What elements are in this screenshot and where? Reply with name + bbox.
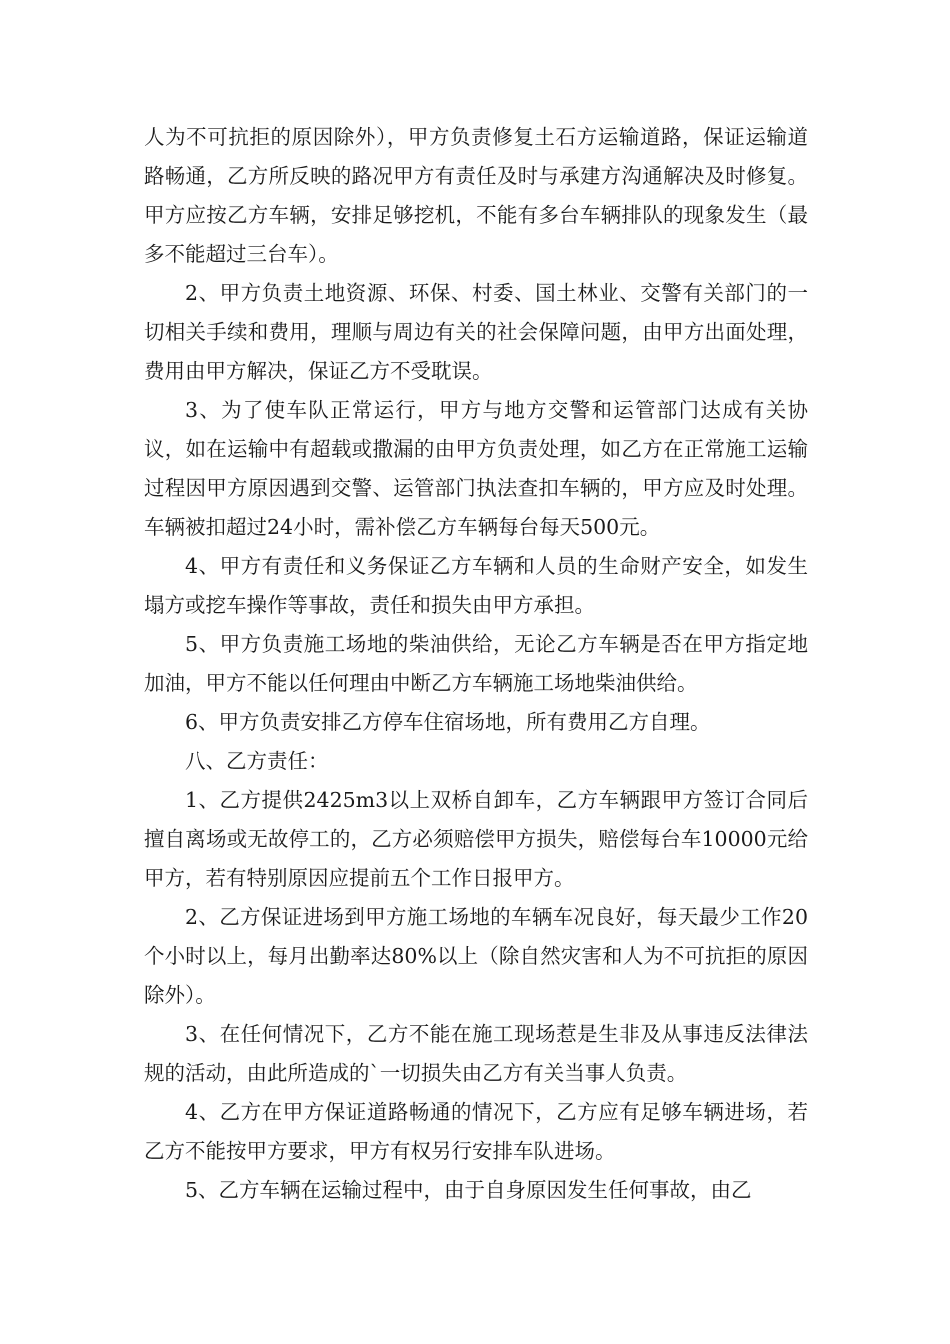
paragraph-party-a-clause-6: 6、甲方负责安排乙方停车住宿场地，所有费用乙方自理。	[185, 710, 711, 734]
paragraph-party-b-clause-1: 1、乙方提供2425m3以上双桥自卸车，乙方车辆跟甲方签订合同后擅自离场或无故停工的，乙方必须赔偿甲方损失，赔偿每台车10000元给甲方，若有特别原因应提前五个工作日报甲方。	[144, 788, 808, 890]
paragraph-party-b-clause-2: 2、乙方保证进场到甲方施工场地的车辆车况良好，每天最少工作20个小时以上，每月出勤率达80%以上（除自然灾害和人为不可抗拒的原因除外）。	[144, 905, 808, 1007]
paragraph-party-a-clause-3: 3、为了使车队正常运行，甲方与地方交警和运管部门达成有关协议，如在运输中有超载或撒漏的由甲方负责处理，如乙方在正常施工运输过程因甲方原因遇到交警、运管部门执法查扣车辆的，甲方应及时处理。车辆被扣超过24小时，需补偿乙方车辆每台每天500元。	[144, 398, 808, 539]
section-heading-party-b: 八、乙方责任：	[185, 749, 329, 773]
paragraph-party-a-clause-4: 4、甲方有责任和义务保证乙方车辆和人员的生命财产安全，如发生塌方或挖车操作等事故，责任和损失由甲方承担。	[144, 554, 808, 617]
paragraph-party-b-clause-3: 3、在任何情况下，乙方不能在施工现场惹是生非及从事违反法律法规的活动，由此所造成的`一切损失由乙方有关当事人负责。	[144, 1022, 808, 1085]
paragraph-continued: 人为不可抗拒的原因除外），甲方负责修复土石方运输道路，保证运输道路畅通，乙方所反映的路况甲方有责任及时与承建方沟通解决及时修复。甲方应按乙方车辆，安排足够挖机，不能有多台车辆排队的现象发生（最多不能超过三台车）。	[144, 125, 808, 266]
paragraph-party-a-clause-5: 5、甲方负责施工场地的柴油供给，无论乙方车辆是否在甲方指定地加油，甲方不能以任何理由中断乙方车辆施工场地柴油供给。	[144, 632, 808, 695]
paragraph-party-b-clause-5: 5、乙方车辆在运输过程中，由于自身原因发生任何事故，由乙	[185, 1178, 752, 1202]
paragraph-party-a-clause-2: 2、甲方负责土地资源、环保、村委、国土林业、交警有关部门的一切相关手续和费用，理顺与周边有关的社会保障问题，由甲方出面处理，费用由甲方解决，保证乙方不受耽误。	[144, 281, 808, 383]
contract-body	[144, 118, 808, 1210]
paragraph-party-b-clause-4: 4、乙方在甲方保证道路畅通的情况下，乙方应有足够车辆进场，若乙方不能按甲方要求，甲方有权另行安排车队进场。	[144, 1100, 808, 1163]
